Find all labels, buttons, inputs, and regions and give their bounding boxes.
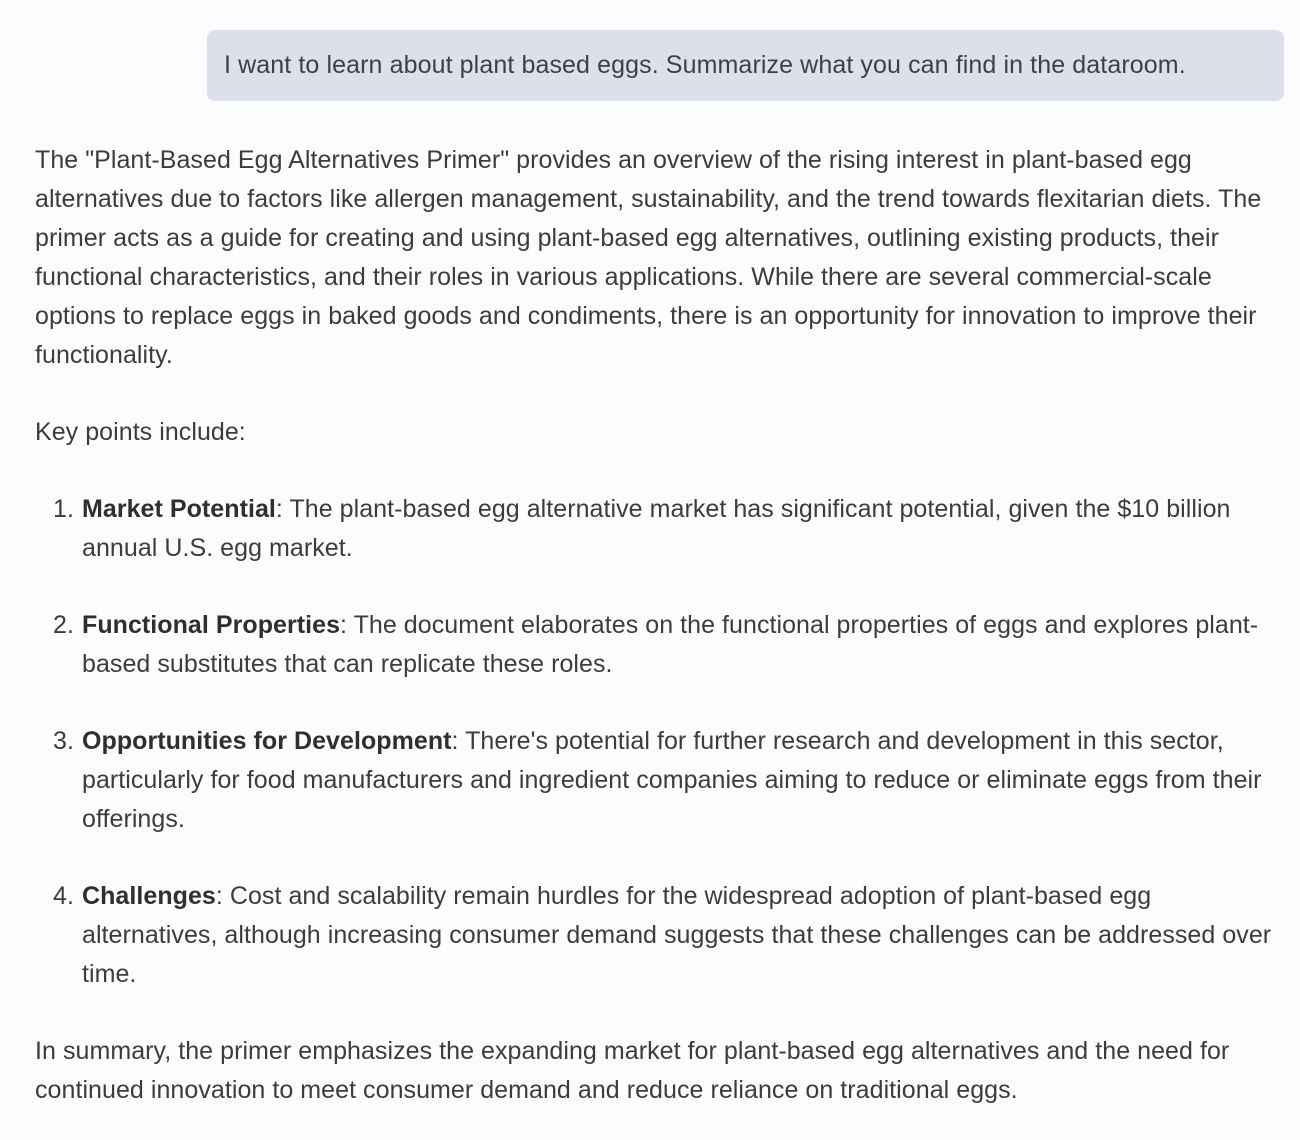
- response-intro: The "Plant-Based Egg Alternatives Primer" provides an overview of the rising interest in plant-based egg alternatives due to factors like allergen management, sustainability, and the trend towards flexitarian diets. The primer acts as a guide for creating and using plant-based egg alternatives, outlining existing products, their functional characteristics, and their roles in various applications. While there are several commercial-scale options to replace eggs in baked goods and condiments, there is an opportunity for innovation to improve their functionality.: [35, 146, 1262, 369]
- key-point-text: : Cost and scalability remain hurdles for the widespread adoption of plant-based egg alternatives, although increasing consumer demand suggests that these challenges can be addressed over time.: [82, 882, 1272, 988]
- key-point-number: 3.: [53, 727, 74, 755]
- response-lead: Key points include:: [35, 418, 246, 446]
- key-point-number: 4.: [53, 882, 74, 910]
- key-point-item: [35, 606, 1280, 684]
- key-point-term: Market Potential: [82, 495, 276, 523]
- assistant-response: [35, 141, 1280, 1110]
- user-message-bubble: [207, 30, 1284, 101]
- key-point-item: [35, 722, 1280, 839]
- key-point-number: 1.: [53, 495, 74, 523]
- key-point-text: : The document elaborates on the functional properties of eggs and explores plant-based substitutes that can replicate these roles.: [82, 611, 1259, 678]
- key-point-text: : There's potential for further research and development in this sector, particularly for food manufacturers and ingredient companies aiming to reduce or eliminate eggs from their offerings.: [82, 727, 1262, 833]
- key-point-item: [35, 877, 1280, 994]
- user-message-text: I want to learn about plant based eggs. Summarize what you can find in the dataroom.: [224, 51, 1186, 79]
- key-points-list: [35, 490, 1280, 994]
- key-point-term: Functional Properties: [82, 611, 341, 639]
- key-point-item: [35, 490, 1280, 568]
- key-point-term: Challenges: [82, 882, 216, 910]
- key-point-text: : The plant-based egg alternative market has significant potential, given the $10 billion annual U.S. egg market.: [82, 495, 1231, 562]
- response-summary: In summary, the primer emphasizes the expanding market for plant-based egg alternatives and the need for continued innovation to meet consumer demand and reduce reliance on traditional eggs.: [35, 1037, 1230, 1104]
- key-point-term: Opportunities for Development: [82, 727, 452, 755]
- key-point-number: 2.: [53, 611, 74, 639]
